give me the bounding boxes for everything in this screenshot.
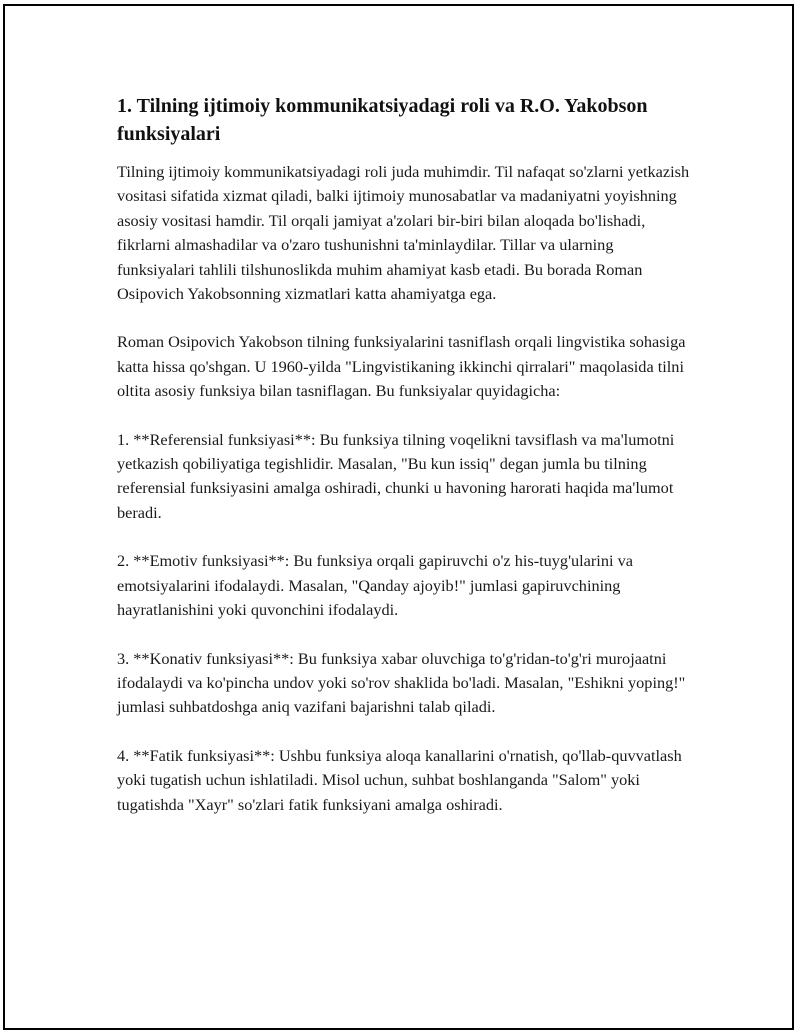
document-body [117, 92, 692, 841]
document-title: 1. Tilning ijtimoiy kommunikatsiyadagi roli va R.O. Yakobson funksiyalari [117, 95, 648, 145]
paragraph-conative: 3. **Konativ funksiyasi**: Bu funksiya xabar oluvchiga to'g'ridan-to'g'ri murojaatni ifodalaydi va ko'pincha undov yoki so'rov shaklida bo'ladi. Masalan, "Eshikni yoping!" jumlasi suhbatdoshga aniq vazifani bajarishni talab qiladi. [117, 648, 686, 717]
paragraph-emotive: 2. **Emotiv funksiyasi**: Bu funksiya orqali gapiruvchi o'z his-tuyg'ularini va emotsiyalarini ifodalaydi. Masalan, "Qanday ajoyib!" jumlasi gapiruvchining hayratlanishini yoki quvonchini ifodalaydi. [117, 551, 633, 620]
paragraph-yakobson: Roman Osipovich Yakobson tilning funksiyalarini tasniflash orqali lingvistika sohasiga katta hissa qo'shgan. U 1960-yilda "Lingvistikaning ikkinchi qirralari" maqolasida tilni oltita asosiy funksiya bilan tasniflagan. Bu funksiyalar quyidagicha: [117, 332, 686, 401]
paragraph-referential: 1. **Referensial funksiyasi**: Bu funksiya tilning voqelikni tavsiflash va ma'lumotni yetkazish qobiliyatiga tegishlidir. Masalan, "Bu kun issiq" degan jumla bu tilning referensial funksiyasini amalga oshiradi, chunki u havoning harorati haqida ma'lumot beradi. [117, 429, 675, 522]
paragraph-phatic: 4. **Fatik funksiyasi**: Ushbu funksiya aloqa kanallarini o'rnatish, qo'llab-quvvatlash yoki tugatish uchun ishlatiladi. Misol uchun, suhbat boshlanganda "Salom" yoki tugatishda "Xayr" so'zlari fatik funksiyani amalga oshiradi. [117, 745, 682, 814]
paragraph-intro: Tilning ijtimoiy kommunikatsiyadagi roli juda muhimdir. Til nafaqat so'zlarni yetkazish vositasi sifatida xizmat qiladi, balki ijtimoiy munosabatlar va madaniyatni yoyishning asosiy vositasi hamdir. Til orqali jamiyat a'zolari bir-biri bilan aloqada bo'lishadi, fikrlarni almashadilar va o'zaro tushunishni ta'minlaydilar. Tillar va ularning funksiyalari tahlili tilshunoslikda muhim ahamiyat kasb etadi. Bu borada Roman Osipovich Yakobsonning xizmatlari katta ahamiyatga ega. [117, 162, 690, 304]
